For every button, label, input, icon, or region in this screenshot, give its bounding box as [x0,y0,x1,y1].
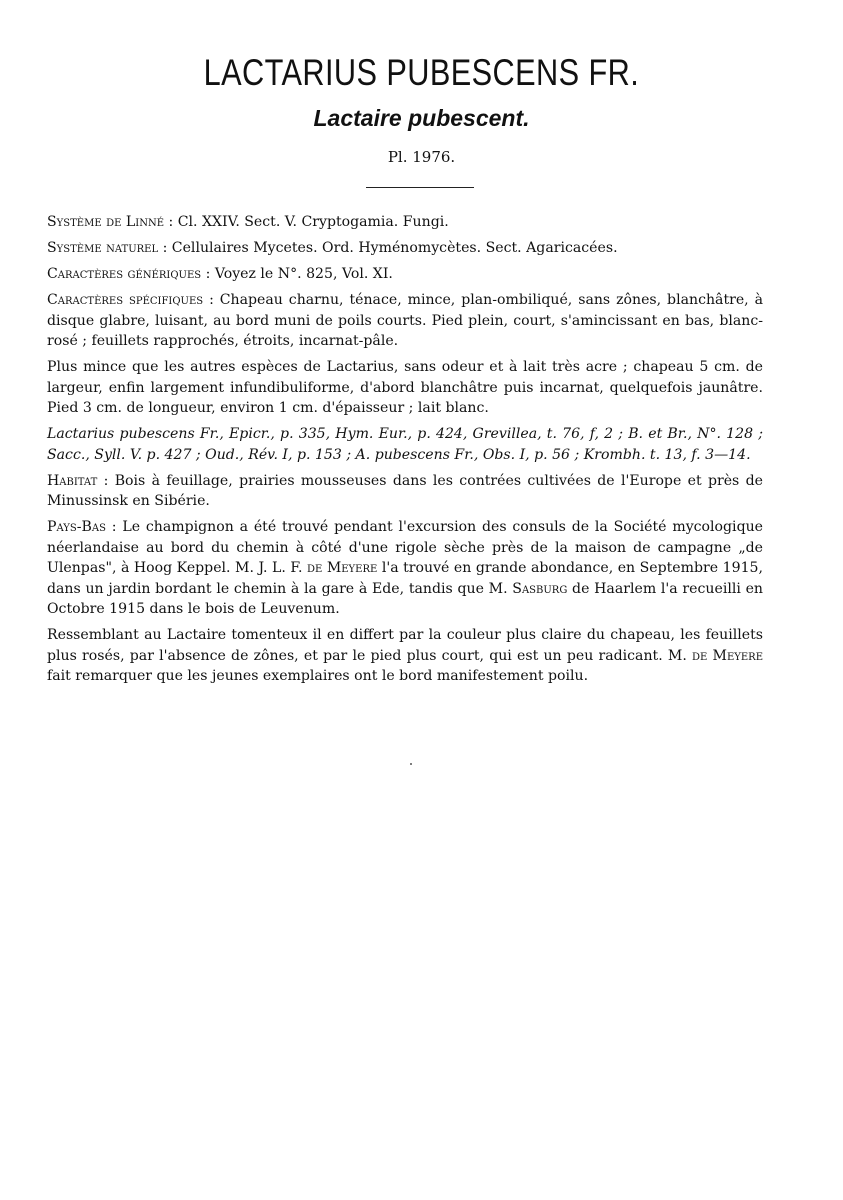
title-divider [366,187,474,188]
text-linne: Cl. XXIV. Sect. V. Cryptogamia. Fungi. [173,214,449,230]
text-paysbas-1: Le champignon a été trouvé pendant l'excursion des consuls de la Société mycologique néerlandaise au bord du chemin à côté d'une rigole sèche près de la maison de campagne „de Ulenpas", à Hoog Keppel. M. J. L. F. [47,519,764,576]
paragraph-habitat [47,471,763,512]
person-name-demeyere-2: de Meyere [692,647,764,664]
label-linne: Système de Linné : [47,214,174,230]
text-paysbas-2: l'a trouvé en grande abondance, en Septembre 1915, dans un jardin bordant le chemin à la gare à Ede, tandis que M. [47,560,763,597]
text-remarque-1: Ressemblant au Lactaire tomenteux il en differt par la couleur plus claire du chapeau, les feuillets plus rosés, par l'absence de zônes, et par le pied plus court, qui est un peu radicant. M. [47,627,763,664]
body-text [47,212,763,692]
print-speck [410,763,412,765]
page-subtitle: Lactaire pubescent. [313,105,530,131]
paragraph-citations: Lactarius pubescens Fr., Epicr., p. 335, Hym. Eur., p. 424, Grevillea, t. 76, f, 2 ; B. et Br., N°. 128 ; Sacc., Syll. V. p. 427 ; Oud., Rév. I, p. 153 ; A. pubescens Fr., Obs. I, p. 56 ; Krombh. t. 13, f. 3—14. [47,426,763,463]
label-specifiques: Caractères spécifiques : [47,292,214,308]
paragraph-description: Plus mince que les autres espèces de Lactarius, sans odeur et à lait très acre ; chapeau 5 cm. de largeur, enfin largement infundibuliforme, d'abord blanchâtre puis incarnat, quelquefois jaunâtre. Pied 3 cm. de longueur, environ 1 cm. d'épaisseur ; lait blanc. [47,359,763,416]
paragraph-specifiques [47,290,763,352]
text-naturel: Cellulaires Mycetes. Ord. Hyménomycètes. Sect. Agaricacées. [167,240,618,256]
person-name-sasburg: Sasburg [512,580,568,597]
paragraph-remarque [47,625,763,687]
paragraph-generiques [47,264,763,285]
text-habitat: Bois à feuillage, prairies mousseuses dans les contrées cultivées de l'Europe et près de Minussinsk en Sibérie. [47,472,763,509]
label-habitat: Habitat : [47,472,109,489]
text-specifiques: Chapeau charnu, ténace, mince, plan-ombiliqué, sans zônes, blanchâtre, à disque glabre, luisant, au bord muni de poils courts. Pied plein, court, s'amincissant en bas, blanc-rosé ; feuillets rapprochés, étroits, incarnat-pâle. [47,292,763,349]
label-naturel: Système naturel : [47,240,168,256]
text-remarque-2: fait remarquer que les jeunes exemplaires ont le bord manifestement poilu. [47,668,589,684]
person-name-demeyere: de Meyere [306,560,378,576]
page-title: LACTARIUS PUBESCENS FR. [203,52,640,93]
text-paysbas-3: de Haarlem l'a recueilli en Octobre 1915 dans le bois de Leuvenum. [47,580,763,617]
text-generiques: Voyez le N°. 825, Vol. XI. [210,266,393,282]
paragraph-linne [47,212,763,233]
label-paysbas: Pays-Bas : [47,519,117,535]
label-generiques: Caractères génériques : [47,266,211,282]
paragraph-naturel [47,238,763,259]
paragraph-paysbas [47,517,763,620]
plate-number: Pl. 1976. [387,148,456,166]
